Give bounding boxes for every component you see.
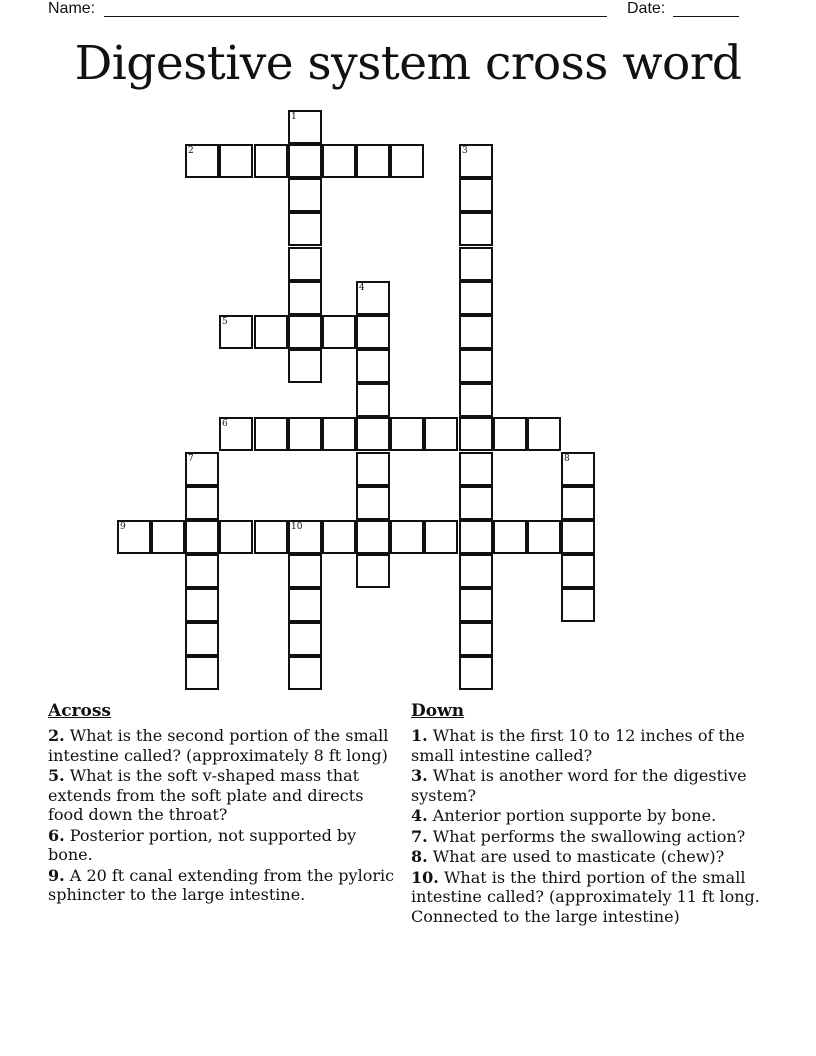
grid-cell[interactable] [459,144,493,178]
grid-cell[interactable] [219,144,253,178]
clue-number: 7. [411,826,428,846]
grid-cell[interactable] [356,144,390,178]
cell-number: 6 [222,419,228,429]
clue-number: 5. [48,766,65,785]
clue-down-4 [411,806,771,826]
clue-across-2 [48,726,398,765]
clue-text: What is the soft v-shaped mass that extends from the soft plate and directs food down the throat? [48,766,364,824]
grid-cell[interactable] [288,247,322,281]
cell-number: 1 [291,112,297,122]
grid-cell[interactable] [288,656,322,690]
grid-cell[interactable] [185,554,219,588]
grid-cell[interactable] [459,656,493,690]
grid-cell[interactable] [151,520,185,554]
grid-cell[interactable] [219,520,253,554]
clue-text: A 20 ft canal extending from the pyloric sphincter to the large intestine. [48,865,395,904]
grid-cell[interactable] [356,417,390,451]
clue-down-1 [411,726,771,765]
grid-cell[interactable] [459,178,493,212]
grid-cell[interactable] [459,315,493,349]
grid-cell[interactable] [288,110,322,144]
clue-down-3 [411,766,771,805]
grid-cell[interactable] [459,247,493,281]
clue-down-7 [411,827,771,847]
page-title: Digestive system cross word [74,36,742,91]
grid-cell[interactable] [219,417,253,451]
grid-cell[interactable] [185,520,219,554]
grid-cell[interactable] [459,212,493,246]
grid-cell[interactable] [356,554,390,588]
down-clue-list [411,726,771,926]
clue-text: What performs the swallowing action? [432,826,746,846]
grid-cell[interactable] [288,349,322,383]
grid-cell[interactable] [424,520,458,554]
grid-cell[interactable] [459,486,493,520]
clue-text: What is the first 10 to 12 inches of the small intestine called? [411,726,745,765]
grid-cell[interactable] [288,622,322,656]
date-label: Date: [627,0,666,17]
clue-down-8 [411,847,771,867]
grid-cell[interactable] [459,520,493,554]
grid-cell[interactable] [459,383,493,417]
grid-cell[interactable] [288,144,322,178]
grid-cell[interactable] [288,520,322,554]
grid-cell[interactable] [459,554,493,588]
grid-cell[interactable] [219,315,253,349]
grid-cell[interactable] [527,417,561,451]
across-clues [48,700,398,906]
grid-cell[interactable] [288,212,322,246]
clue-number: 4. [411,806,428,825]
clue-text: What is the third portion of the small intestine called? (approximately 11 ft long. Connected to the large intestine) [411,867,760,926]
grid-cell[interactable] [185,144,219,178]
grid-cell[interactable] [493,417,527,451]
grid-cell[interactable] [322,315,356,349]
grid-cell[interactable] [493,520,527,554]
clue-text: Anterior portion supporte by bone. [432,806,717,825]
down-heading: Down [411,701,465,721]
cell-number: 4 [359,283,365,293]
grid-cell[interactable] [322,520,356,554]
clue-across-5 [48,766,398,825]
grid-cell[interactable] [459,281,493,315]
clue-text: Posterior portion, not supported by bone. [48,825,357,864]
grid-cell[interactable] [561,554,595,588]
grid-cell[interactable] [561,486,595,520]
down-clues [411,700,771,927]
grid-cell[interactable] [254,315,288,349]
grid-cell[interactable] [356,452,390,486]
clue-text: What are used to masticate (chew)? [432,847,725,866]
across-clue-list [48,726,398,905]
grid-cell[interactable] [561,588,595,622]
cell-number: 7 [188,454,194,464]
grid-cell[interactable] [254,417,288,451]
grid-cell[interactable] [356,520,390,554]
grid-cell[interactable] [561,520,595,554]
clue-number: 9. [48,865,65,885]
grid-cell[interactable] [117,520,151,554]
clue-text: What is another word for the digestive system? [411,766,747,805]
clue-across-6 [48,826,398,865]
cell-number: 3 [462,146,468,156]
grid-cell[interactable] [185,486,219,520]
grid-cell[interactable] [288,554,322,588]
grid-cell[interactable] [356,349,390,383]
grid-cell[interactable] [185,588,219,622]
clue-number: 2. [48,726,65,745]
grid-cell[interactable] [254,520,288,554]
grid-cell[interactable] [356,486,390,520]
grid-cell[interactable] [356,315,390,349]
across-heading: Across [48,701,111,721]
grid-cell[interactable] [356,383,390,417]
grid-cell[interactable] [459,452,493,486]
grid-cell[interactable] [561,452,595,486]
cell-number: 2 [188,146,194,156]
clue-number: 6. [48,825,65,845]
grid-cell[interactable] [459,588,493,622]
cell-number: 5 [222,317,228,327]
clue-text: What is the second portion of the small intestine called? (approximately 8 ft long) [48,726,389,765]
cell-number: 8 [564,454,570,464]
grid-cell[interactable] [288,417,322,451]
clue-across-9 [48,866,398,905]
clue-number: 1. [411,726,428,745]
cell-number: 9 [120,522,126,532]
clue-number: 8. [411,847,428,866]
clue-number: 10. [411,867,439,887]
grid-cell[interactable] [185,656,219,690]
grid-cell[interactable] [459,417,493,451]
grid-cell[interactable] [390,144,424,178]
grid-cell[interactable] [322,144,356,178]
cell-number: 10 [291,522,303,532]
grid-cell[interactable] [424,417,458,451]
grid-cell[interactable] [322,417,356,451]
clue-down-10 [411,868,771,927]
grid-cell[interactable] [459,622,493,656]
grid-cell[interactable] [288,281,322,315]
grid-cell[interactable] [459,349,493,383]
grid-cell[interactable] [288,588,322,622]
grid-cell[interactable] [356,281,390,315]
grid-cell[interactable] [527,520,561,554]
grid-cell[interactable] [185,622,219,656]
grid-cell[interactable] [288,178,322,212]
clue-number: 3. [411,766,428,785]
grid-cell[interactable] [390,520,424,554]
grid-cell[interactable] [288,315,322,349]
grid-cell[interactable] [254,144,288,178]
grid-cell[interactable] [390,417,424,451]
grid-cell[interactable] [185,452,219,486]
name-label: Name: [48,0,96,17]
